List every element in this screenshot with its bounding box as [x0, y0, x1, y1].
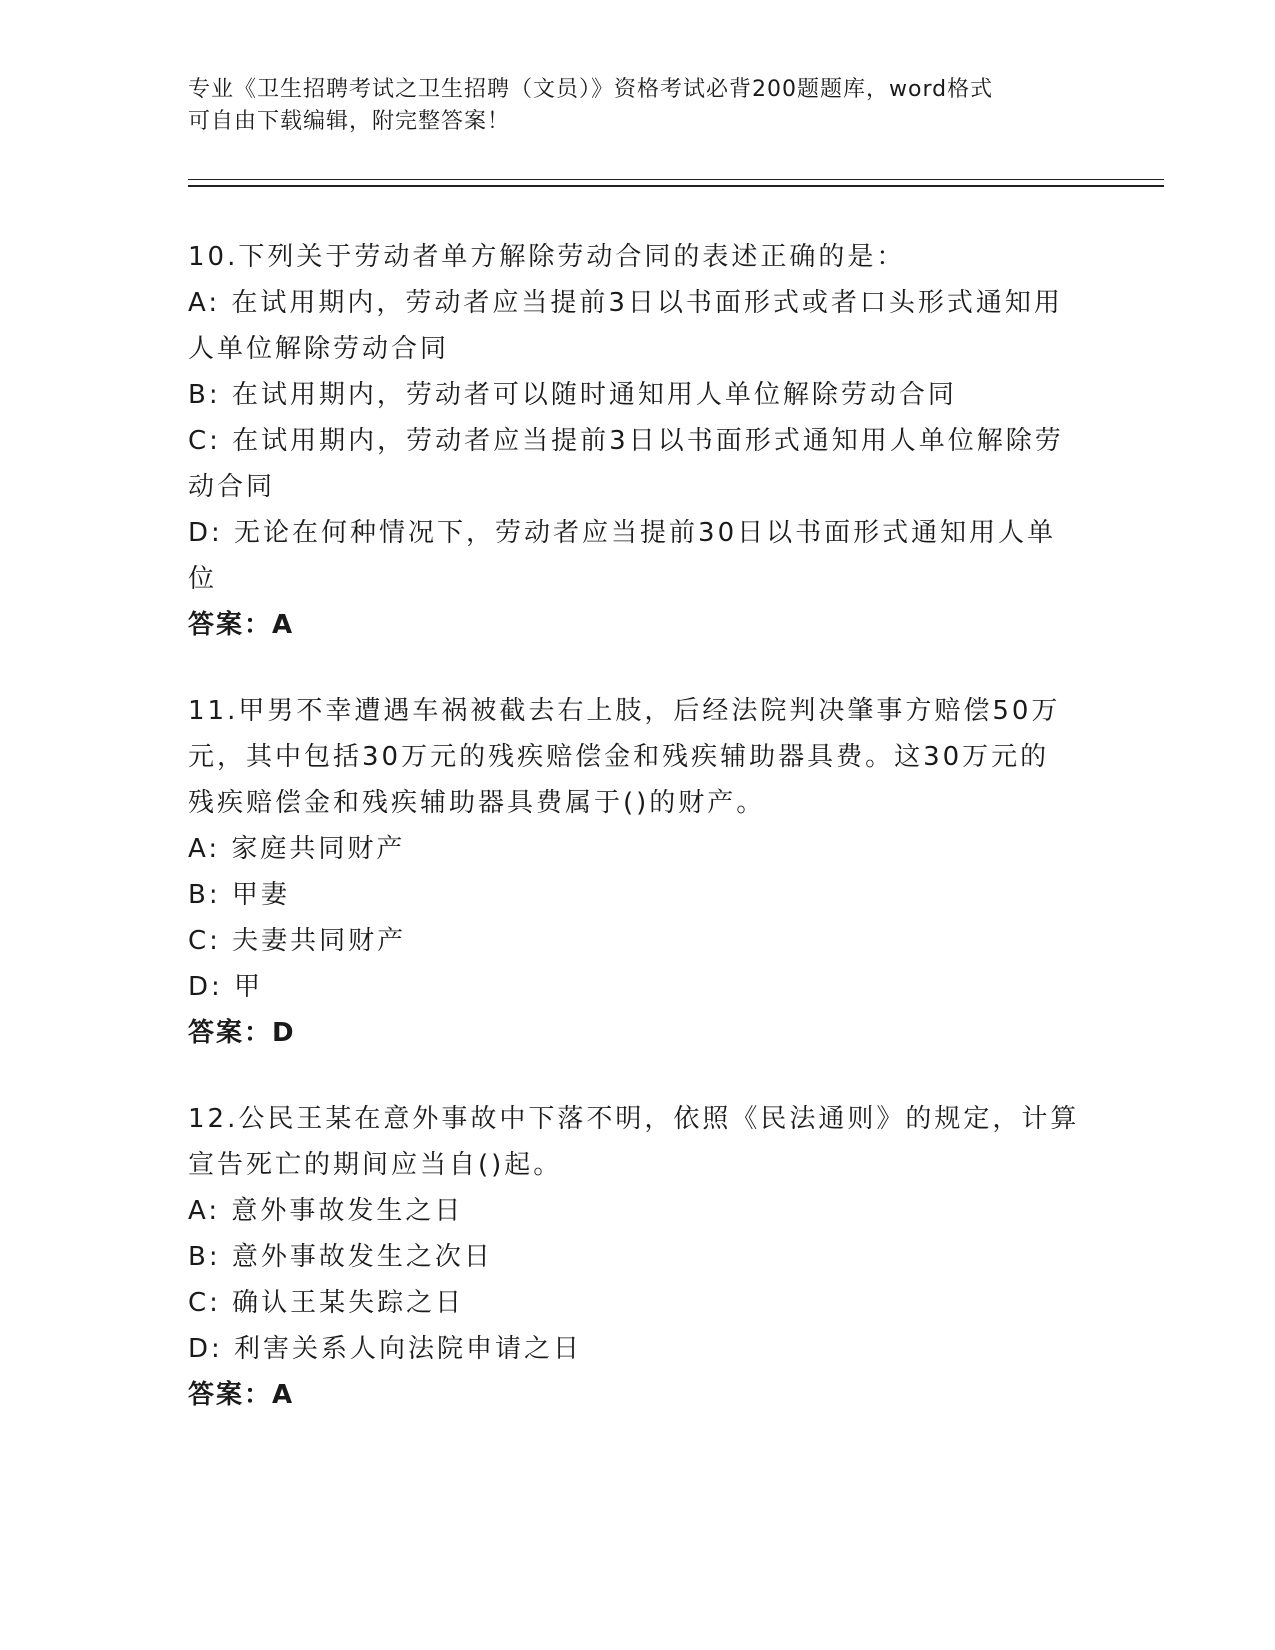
option-line: A: 家庭共同财产	[188, 834, 406, 864]
question-stem-line: 10.下列关于劳动者单方解除劳动合同的表述正确的是：	[188, 242, 906, 272]
answer-label: 答案：D	[188, 1018, 296, 1048]
header-line-2: 可自由下载编辑，附完整答案！	[188, 109, 511, 134]
option-line: C: 夫妻共同财产	[188, 926, 407, 956]
option-c	[188, 1280, 1088, 1326]
question-stem-line: 元，其中包括30万元的残疾赔偿金和残疾辅助器具费。这30万元的	[188, 742, 1050, 772]
option-b	[188, 1234, 1088, 1280]
option-line: D: 无论在何种情况下，劳动者应当提前30日以书面形式通知用人单	[188, 518, 1057, 548]
question-11	[188, 688, 1088, 1056]
option-line: C: 确认王某失踪之日	[188, 1288, 465, 1318]
answer-label: 答案：A	[188, 1380, 295, 1410]
answer-label: 答案：A	[188, 610, 295, 640]
option-c	[188, 418, 1088, 510]
document-header	[188, 74, 1068, 138]
header-line-1: 专业《卫生招聘考试之卫生招聘（文员）》资格考试必背200题题库，word格式	[188, 77, 994, 102]
option-b	[188, 372, 1088, 418]
question-10	[188, 234, 1088, 648]
question-stem-line: 残疾赔偿金和残疾辅助器具费属于()的财产。	[188, 788, 766, 818]
option-line: 动合同	[188, 472, 276, 502]
option-d	[188, 964, 1088, 1010]
option-line: A: 意外事故发生之日	[188, 1196, 464, 1226]
option-line: 人单位解除劳动合同	[188, 334, 450, 364]
option-a	[188, 826, 1088, 872]
option-c	[188, 918, 1088, 964]
option-line: A: 在试用期内，劳动者应当提前3日以书面形式或者口头形式通知用	[188, 288, 1063, 318]
option-line: D: 利害关系人向法院申请之日	[188, 1334, 583, 1364]
question-stem-line: 11.甲男不幸遭遇车祸被截去右上肢，后经法院判决肇事方赔偿50万	[188, 696, 1061, 726]
option-a	[188, 280, 1088, 372]
option-line: B: 意外事故发生之次日	[188, 1242, 493, 1272]
option-line: 位	[188, 564, 218, 594]
option-line: C: 在试用期内，劳动者应当提前3日以书面形式通知用人单位解除劳	[188, 426, 1064, 456]
option-d	[188, 1326, 1088, 1372]
option-d	[188, 510, 1088, 602]
option-line: B: 甲妻	[188, 880, 290, 910]
question-stem-line: 12.公民王某在意外事故中下落不明，依照《民法通则》的规定，计算	[188, 1104, 1080, 1134]
question-list	[188, 234, 1088, 1458]
option-a	[188, 1188, 1088, 1234]
question-stem-line: 宣告死亡的期间应当自()起。	[188, 1150, 563, 1180]
option-line: B: 在试用期内，劳动者可以随时通知用人单位解除劳动合同	[188, 380, 957, 410]
option-line: D: 甲	[188, 972, 264, 1002]
header-divider	[188, 179, 1164, 187]
option-b	[188, 872, 1088, 918]
question-12	[188, 1096, 1088, 1418]
